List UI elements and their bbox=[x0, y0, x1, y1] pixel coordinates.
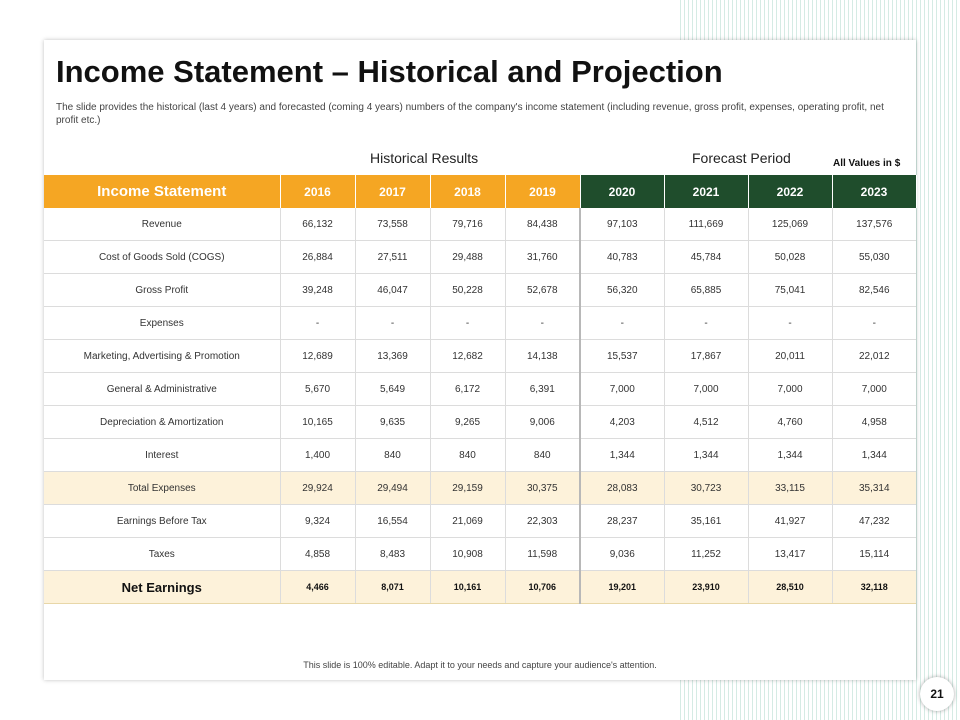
table-row bbox=[44, 208, 916, 241]
table-cell: 10,706 bbox=[505, 571, 580, 604]
table-cell: 14,138 bbox=[505, 340, 580, 373]
table-cell: 13,417 bbox=[748, 538, 832, 571]
table-cell: - bbox=[280, 307, 355, 340]
table-cell: 7,000 bbox=[748, 373, 832, 406]
table-cell: - bbox=[748, 307, 832, 340]
table-cell: 1,344 bbox=[748, 439, 832, 472]
table-cell: 30,375 bbox=[505, 472, 580, 505]
table-cell: 21,069 bbox=[430, 505, 505, 538]
table-cell: 840 bbox=[430, 439, 505, 472]
table-cell: 5,649 bbox=[355, 373, 430, 406]
table-cell: 47,232 bbox=[832, 505, 916, 538]
units-note: All Values in $ bbox=[833, 158, 901, 169]
table-cell: 50,228 bbox=[430, 274, 505, 307]
row-label: Gross Profit bbox=[44, 274, 280, 307]
row-label: Depreciation & Amortization bbox=[44, 406, 280, 439]
table-cell: 840 bbox=[355, 439, 430, 472]
table-row bbox=[44, 241, 916, 274]
table-header-row bbox=[44, 175, 916, 208]
table-cell: 39,248 bbox=[280, 274, 355, 307]
table-cell: 31,760 bbox=[505, 241, 580, 274]
slide-title: Income Statement – Historical and Projection bbox=[56, 54, 723, 89]
table-cell: - bbox=[430, 307, 505, 340]
table-cell: - bbox=[505, 307, 580, 340]
table-row bbox=[44, 340, 916, 373]
table-cell: 19,201 bbox=[580, 571, 664, 604]
table-cell: 15,114 bbox=[832, 538, 916, 571]
table-row bbox=[44, 505, 916, 538]
table-cell: 28,510 bbox=[748, 571, 832, 604]
table-cell: 9,036 bbox=[580, 538, 664, 571]
row-label: Taxes bbox=[44, 538, 280, 571]
table-cell: 4,958 bbox=[832, 406, 916, 439]
table-cell: 79,716 bbox=[430, 208, 505, 241]
table-cell: 4,466 bbox=[280, 571, 355, 604]
table-cell: 6,172 bbox=[430, 373, 505, 406]
table-cell: - bbox=[355, 307, 430, 340]
table-cell: 66,132 bbox=[280, 208, 355, 241]
row-label: Total Expenses bbox=[44, 472, 280, 505]
table-cell: 29,924 bbox=[280, 472, 355, 505]
table-cell: 4,512 bbox=[664, 406, 748, 439]
table-cell: 26,884 bbox=[280, 241, 355, 274]
table-cell: 20,011 bbox=[748, 340, 832, 373]
table-cell: 12,682 bbox=[430, 340, 505, 373]
table-cell: 8,071 bbox=[355, 571, 430, 604]
table-cell: 17,867 bbox=[664, 340, 748, 373]
table-cell: 50,028 bbox=[748, 241, 832, 274]
table-row bbox=[44, 406, 916, 439]
table-cell: 56,320 bbox=[580, 274, 664, 307]
row-label: Earnings Before Tax bbox=[44, 505, 280, 538]
header-year-2023: 2023 bbox=[832, 175, 916, 208]
table-row bbox=[44, 571, 916, 604]
row-label: Interest bbox=[44, 439, 280, 472]
table-cell: 55,030 bbox=[832, 241, 916, 274]
row-label: Expenses bbox=[44, 307, 280, 340]
table-cell: 7,000 bbox=[664, 373, 748, 406]
table-body bbox=[44, 208, 916, 604]
table-cell: 125,069 bbox=[748, 208, 832, 241]
table-cell: 1,344 bbox=[664, 439, 748, 472]
header-year-2022: 2022 bbox=[748, 175, 832, 208]
table-row bbox=[44, 538, 916, 571]
row-label: Revenue bbox=[44, 208, 280, 241]
table-cell: 22,012 bbox=[832, 340, 916, 373]
table-cell: 45,784 bbox=[664, 241, 748, 274]
slide-card bbox=[44, 40, 916, 680]
slide-footer: This slide is 100% editable. Adapt it to your needs and capture your audience's attention. bbox=[303, 660, 657, 670]
table-cell: 32,118 bbox=[832, 571, 916, 604]
page-number-badge: 21 bbox=[920, 677, 954, 711]
header-year-2020: 2020 bbox=[580, 175, 664, 208]
table-cell: 35,161 bbox=[664, 505, 748, 538]
table-cell: 11,252 bbox=[664, 538, 748, 571]
table-cell: 40,783 bbox=[580, 241, 664, 274]
table-cell: 4,760 bbox=[748, 406, 832, 439]
table-cell: 1,344 bbox=[832, 439, 916, 472]
table-cell: 7,000 bbox=[832, 373, 916, 406]
row-label: Marketing, Advertising & Promotion bbox=[44, 340, 280, 373]
table-cell: 35,314 bbox=[832, 472, 916, 505]
row-label: Cost of Goods Sold (COGS) bbox=[44, 241, 280, 274]
header-income-statement: Income Statement bbox=[44, 175, 280, 208]
table-cell: 65,885 bbox=[664, 274, 748, 307]
table-cell: - bbox=[580, 307, 664, 340]
table-cell: 30,723 bbox=[664, 472, 748, 505]
table-cell: - bbox=[832, 307, 916, 340]
table-cell: 11,598 bbox=[505, 538, 580, 571]
table-cell: 23,910 bbox=[664, 571, 748, 604]
table-cell: 7,000 bbox=[580, 373, 664, 406]
table-cell: 15,537 bbox=[580, 340, 664, 373]
table-cell: 9,324 bbox=[280, 505, 355, 538]
table-cell: 29,488 bbox=[430, 241, 505, 274]
table-cell: - bbox=[664, 307, 748, 340]
table-cell: 9,006 bbox=[505, 406, 580, 439]
table-cell: 13,369 bbox=[355, 340, 430, 373]
table-cell: 16,554 bbox=[355, 505, 430, 538]
historical-results-label: Historical Results bbox=[370, 150, 479, 166]
slide-subtitle: The slide provides the historical (last 4 years) and forecasted (coming 4 years) numbers of the company's income statement (including revenue, gross profit, expenses, operating profit, net profit etc.) bbox=[56, 102, 884, 126]
table-cell: 27,511 bbox=[355, 241, 430, 274]
header-year-2018: 2018 bbox=[430, 175, 505, 208]
income-statement-table bbox=[44, 175, 917, 604]
header-year-2017: 2017 bbox=[355, 175, 430, 208]
table-cell: 41,927 bbox=[748, 505, 832, 538]
table-row bbox=[44, 472, 916, 505]
table-cell: 10,908 bbox=[430, 538, 505, 571]
header-year-2019: 2019 bbox=[505, 175, 580, 208]
header-year-2021: 2021 bbox=[664, 175, 748, 208]
table-cell: 73,558 bbox=[355, 208, 430, 241]
table-cell: 1,400 bbox=[280, 439, 355, 472]
table-cell: 28,237 bbox=[580, 505, 664, 538]
table-cell: 5,670 bbox=[280, 373, 355, 406]
table-cell: 46,047 bbox=[355, 274, 430, 307]
table-cell: 840 bbox=[505, 439, 580, 472]
row-label: General & Administrative bbox=[44, 373, 280, 406]
table-cell: 10,161 bbox=[430, 571, 505, 604]
table-cell: 28,083 bbox=[580, 472, 664, 505]
table-cell: 97,103 bbox=[580, 208, 664, 241]
table-cell: 12,689 bbox=[280, 340, 355, 373]
table-cell: 4,203 bbox=[580, 406, 664, 439]
row-label: Net Earnings bbox=[44, 571, 280, 604]
table-cell: 84,438 bbox=[505, 208, 580, 241]
table-cell: 4,858 bbox=[280, 538, 355, 571]
table-cell: 137,576 bbox=[832, 208, 916, 241]
table-cell: 6,391 bbox=[505, 373, 580, 406]
table-row bbox=[44, 439, 916, 472]
table-row bbox=[44, 307, 916, 340]
table-cell: 9,635 bbox=[355, 406, 430, 439]
table-cell: 52,678 bbox=[505, 274, 580, 307]
table-cell: 10,165 bbox=[280, 406, 355, 439]
table-cell: 1,344 bbox=[580, 439, 664, 472]
table-row bbox=[44, 274, 916, 307]
table-cell: 8,483 bbox=[355, 538, 430, 571]
forecast-period-label: Forecast Period bbox=[692, 150, 791, 166]
table-cell: 111,669 bbox=[664, 208, 748, 241]
table-row bbox=[44, 373, 916, 406]
table-cell: 75,041 bbox=[748, 274, 832, 307]
table-cell: 33,115 bbox=[748, 472, 832, 505]
header-year-2016: 2016 bbox=[280, 175, 355, 208]
table-cell: 29,159 bbox=[430, 472, 505, 505]
table-cell: 82,546 bbox=[832, 274, 916, 307]
table-cell: 29,494 bbox=[355, 472, 430, 505]
table-cell: 9,265 bbox=[430, 406, 505, 439]
table-cell: 22,303 bbox=[505, 505, 580, 538]
